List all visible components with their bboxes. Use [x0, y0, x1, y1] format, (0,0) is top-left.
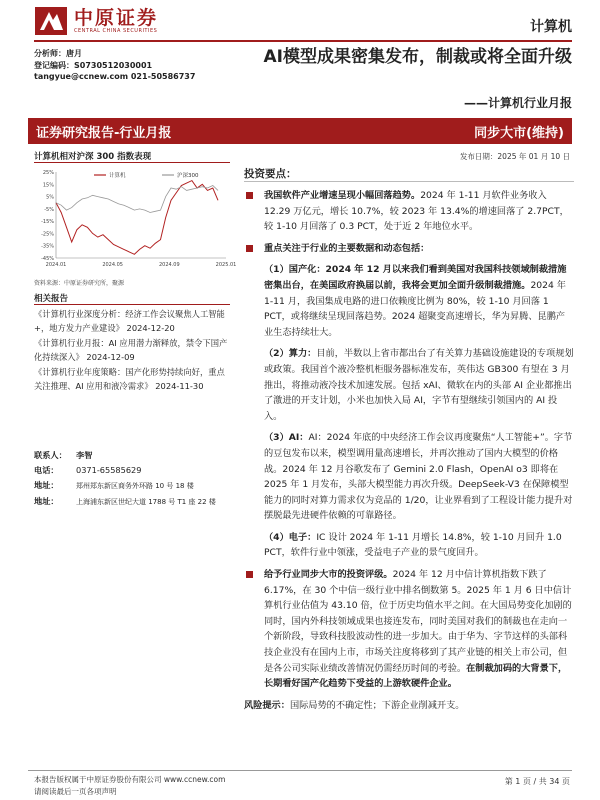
- logo-chinese-name: 中原证券: [74, 7, 159, 29]
- y-tick-label: -5%: [44, 206, 54, 213]
- contact-info: [34, 448, 230, 510]
- company-logo: [34, 6, 158, 36]
- x-tick-label: 2025.01: [215, 262, 237, 268]
- report-type: 证券研究报告-行业月报: [36, 125, 172, 141]
- related-reports-title: 相关报告: [34, 294, 69, 304]
- sector-label: 计算机: [530, 19, 572, 35]
- point-software-industry: 我国软件产业增速呈现小幅回落趋势。2024 年 1-11 月软件业务收入 12.29 万亿元，增长 10.7%，较 2023 年 13.4%的增速回落了 2.7PCT，较 1-10 月回落了 0.3 PCT，处于近 2 年地位水平。: [244, 188, 574, 235]
- footer-copyright: [34, 774, 225, 798]
- point-key-data: 重点关注于行业的主要数据和动态包括：: [244, 241, 574, 257]
- contact-phone-label: 电话：: [34, 465, 59, 475]
- logo-english-name: CENTRAL CHINA SECURITIES: [74, 28, 158, 34]
- report-title: AI模型成果密集发布，制裁或将全面升级: [263, 47, 572, 67]
- investment-points-body: [244, 188, 574, 713]
- footer-copyright-line: 本报告版权属于中原证券股份有限公司 www.ccnew.com: [34, 775, 226, 784]
- relative-performance-chart: [34, 166, 237, 270]
- related-report-item[interactable]: 《计算机行业年度策略：国产化形势持续向好，重点关注推理、AI 应用和液冷需求》 2024-11-30: [34, 367, 225, 391]
- logo-mark-icon: [34, 6, 68, 36]
- contact-address-shanghai: 上海浦东新区世纪大道 1788 号 T1 座 22 楼: [76, 498, 216, 506]
- analyst-name: 分析师：唐月: [34, 49, 82, 58]
- y-tick-label: 5%: [46, 194, 54, 201]
- contact-person-label: 联系人：: [34, 450, 67, 460]
- y-tick-label: -35%: [41, 243, 54, 250]
- y-tick-label: 15%: [42, 182, 54, 189]
- x-tick-label: 2024.09: [158, 262, 180, 268]
- contact-address-label: 地址：: [34, 480, 59, 490]
- series-line-csi300: [56, 186, 218, 213]
- investment-points-divider: [244, 181, 574, 182]
- footer-disclaimer-line[interactable]: 请阅读最后一页各项声明: [34, 787, 117, 796]
- investment-points-title: 投资要点：: [244, 168, 297, 180]
- header-divider: [34, 40, 572, 42]
- related-reports-divider: [34, 304, 230, 305]
- point-localization: （1）国产化：2024 年 12 月以来我们看到美国对我国科技领域制裁措施密集出台，在美国政府换届以前，我将会更加全面升级制裁措施。2024 年 1-11 月，我国集成电路的进口依赖度比例为 80%，较 1-10 月回落 1 PCT，或将继续呈现回落趋势。2024 超聚变高速增长，华为昇腾、昆鹏产业生态持续壮大。: [264, 264, 567, 338]
- contact-address-zhengzhou: 郑州郑东新区商务外环路 10 号 18 楼: [76, 482, 194, 490]
- footer-page-number: 第 1 页 / 共 34 页: [504, 777, 570, 786]
- x-tick-label: 2024.05: [102, 262, 124, 268]
- point-computing-power: （2）算力：目前，半数以上省市都出台了有关算力基础设施建设的专项规划或政策。我国首个液冷整机柜服务器标准发布，英伟达 GB300 有望在 3 月推出，将推动液冷技术加速发展。包括 xAI、微软在内的头部 AI 企业都推出了激进的开支计划，小米也加快入局 AI，字节有望继续引领国内的 AI 投入。: [264, 348, 574, 422]
- related-report-item[interactable]: 《计算机行业月报：AI 应用潜力渐释放，禁令下国产化持续深入》 2024-12-09: [34, 338, 228, 362]
- chart-source: 资料来源：中原证券研究所，聚源: [34, 280, 125, 287]
- risk-warning: 风险提示：国际局势的不确定性；下游企业削减开支。: [244, 699, 465, 711]
- analyst-email[interactable]: tangyue@ccnew.com 021-50586737: [34, 72, 196, 81]
- analyst-registration: 登记编码：S0730512030001: [34, 60, 153, 70]
- page-header: [0, 0, 600, 40]
- series-line-computer: [56, 181, 218, 255]
- legend-label: 计算机: [109, 173, 126, 179]
- point-electronics: （4）电子：IC 设计 2024 年 1-11 月增长 14.8%，较 1-10 月回升 1.0 PCT，软件行业中领涨，受益电子产业的景气度回升。: [264, 531, 562, 559]
- point-investment-rating: 给予行业同步大市的投资评级。2024 年 12 月中信计算机指数下跌了 6.17%，在 30 个中信一级行业中排名倒数第 5。2025 年 1 月 6 日中信计算机行业估值为 43.10 倍，位于历史均值水平之间。在大国局势变化加剧的同时，国内外科技领域成果也接连发布，同时美国对我们的制裁也在走向一个新阶段，导致科技股波动性的进一步加大。由于华为、字节这样的头部科技企业没有在国内上市，市场关注度将移到了其产业链的相关上市公司，但是各公司实际业绩改善情况仍需经历时间的考验。在制裁加码的大背景下，长期看好国产化趋势下受益的上游软硬件企业。: [244, 567, 574, 692]
- y-tick-label: 25%: [42, 170, 54, 176]
- contact-person: 李智: [76, 450, 93, 460]
- point-ai: （3）AI：AI：2024 年底的中央经济工作会议再度聚焦“人工智能+”。字节的豆包发布以来，模型调用量高速增长，并再次推动了国内大模型的价格战。2024 年 12 月谷歌发布了 Gemini 2.0 Flash，OpenAI o3 即将在 2025 年 1 月发布，头部大模型能力再次升级。DeepSeek-V3 在保障模型能力的同时对算力需求仅为竞品的 1/20，让业界看到了工程设计能力提升对摆脱最先进硬件依赖的可靠路径。: [264, 432, 573, 522]
- publish-date: 发布日期：2025 年 01 月 10 日: [459, 152, 570, 161]
- related-reports-list: [34, 307, 230, 394]
- footer-divider: [28, 770, 572, 771]
- y-tick-label: -25%: [41, 231, 54, 238]
- y-tick-label: -15%: [41, 219, 54, 226]
- y-tick-label: -45%: [41, 256, 54, 262]
- report-subtitle: ——计算机行业月报: [463, 96, 572, 110]
- x-tick-label: 2024.01: [45, 262, 67, 268]
- industry-rating: 同步大市(维持): [474, 125, 564, 141]
- chart-title: 计算机相对沪深 300 指数表现: [34, 152, 152, 162]
- report-banner: [28, 118, 572, 144]
- chart-title-divider: [34, 162, 230, 163]
- related-report-item[interactable]: 《计算机行业深度分析：经济工作会议聚焦人工智能+，地方发力产业建设》 2024-12-20: [34, 309, 225, 333]
- contact-phone: 0371-65585629: [76, 465, 142, 475]
- legend-label: 沪深300: [177, 173, 199, 179]
- analyst-info: [34, 48, 195, 83]
- contact-address-label: 地址：: [34, 496, 59, 506]
